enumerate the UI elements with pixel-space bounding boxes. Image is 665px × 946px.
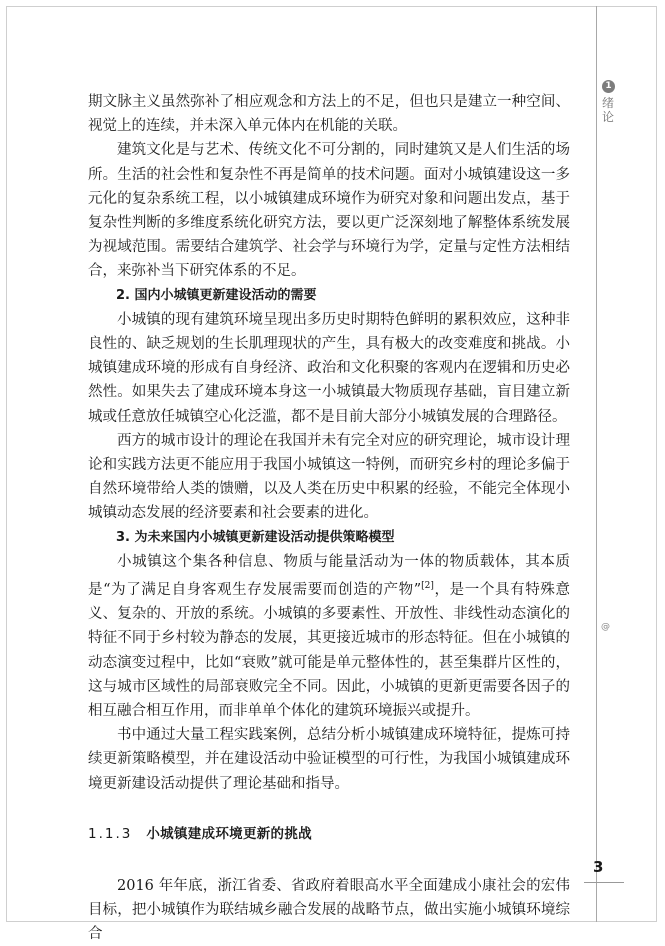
chapter-number-badge: 1: [602, 80, 615, 93]
section-heading: [88, 822, 570, 846]
paragraph: 书中通过大量工程实践案例，总结分析小城镇建成环境特征，提炼可持续更新策略模型，并在建设活动中验证模型的可行性，为我国小城镇建成环境更新建设活动提供了理论基础和指导。: [88, 727, 570, 792]
section-title: 小城镇建成环境更新的挑战: [146, 825, 312, 842]
page-body: [88, 90, 570, 946]
paragraph-with-citation: [88, 550, 570, 723]
paragraph: 小城镇的现有建筑环境呈现出多历史时期特色鲜明的累积效应，这种非良性的、缺乏规划的生长肌理现状的产生，具有极大的改变难度和挑战。小城镇建成环境的形成有自身经济、政治和文化积聚的客观内在逻辑和历史必然性。如果失去了建成环境本身这一小城镇最大物质现存基础，盲目建立新城或任意放任城镇空心化泛滥，都不是目前大部分小城镇发展的合理路径。: [88, 311, 570, 425]
subheading: 2. 国内小城镇更新建设活动的需要: [116, 287, 317, 303]
paragraph: 西方的城市设计的理论在我国并未有完全对应的研究理论，城市设计理论和实践方法更不能应用于我国小城镇这一特例，而研究乡村的理论多偏于自然环境带给人类的馈赠，以及人类在历史中积累的经验，不能完全体现小城镇动态发展的经济要素和社会要素的进化。: [88, 432, 570, 522]
chapter-side-title: 绪论: [601, 96, 614, 124]
page-number: 3: [593, 858, 604, 876]
paragraph: 建筑文化是与艺术、传统文化不可分割的，同时建筑又是人们生活的场所。生活的社会性和复杂性不再是简单的技术问题。面对小城镇建设这一多元化的复杂系统工程，以小城镇建成环境作为研究对象和问题出发点，基于复杂性判断的多维度系统化研究方法，要以更广泛深刻地了解整体系统发展为视域范围。需要结合建筑学、社会学与环境行为学，定量与定性方法相结合，来弥补当下研究体系的不足。: [88, 142, 570, 280]
side-mark: @: [601, 622, 610, 632]
citation-ref: [2]: [421, 581, 434, 592]
paragraph: 2016 年年底，浙江省委、省政府着眼高水平全面建成小康社会的宏伟目标，把小城镇作为联结城乡融合发展的战略节点，做出实施小城镇环境综合: [88, 877, 570, 943]
section-number: 1.1.3: [88, 825, 133, 842]
paragraph-text: ，是一个具有特殊意义、复杂的、开放的系统。小城镇的多要素性、开放性、非线性动态演化的特征不同于乡村较为静态的发展，其更接近城市的形态特征。但在小城镇的动态演变过程中，比如“衰败”就可能是单元整体性的，甚至集群片区性的，这与城市区域性的局部衰败完全不同。因此，小城镇的更新更需要各因子的相互融合相互作用，而非单单个体化的建筑环境振兴或提升。: [88, 581, 570, 719]
paragraph: 期文脉主义虽然弥补了相应观念和方法上的不足，但也只是建立一种空间、视觉上的连续，并未深入单元体内在机能的关联。: [88, 94, 570, 135]
page-number-rule: [584, 882, 624, 883]
margin-rule: [596, 6, 597, 922]
subheading: 3. 为未来国内小城镇更新建设活动提供策略模型: [116, 529, 395, 545]
paragraph-text: 小城镇这个集各种信息、物质与能量活动为一体的物质载体，其本质是“为了满足自身客观生存发展需要而创造的产物”: [88, 553, 570, 598]
